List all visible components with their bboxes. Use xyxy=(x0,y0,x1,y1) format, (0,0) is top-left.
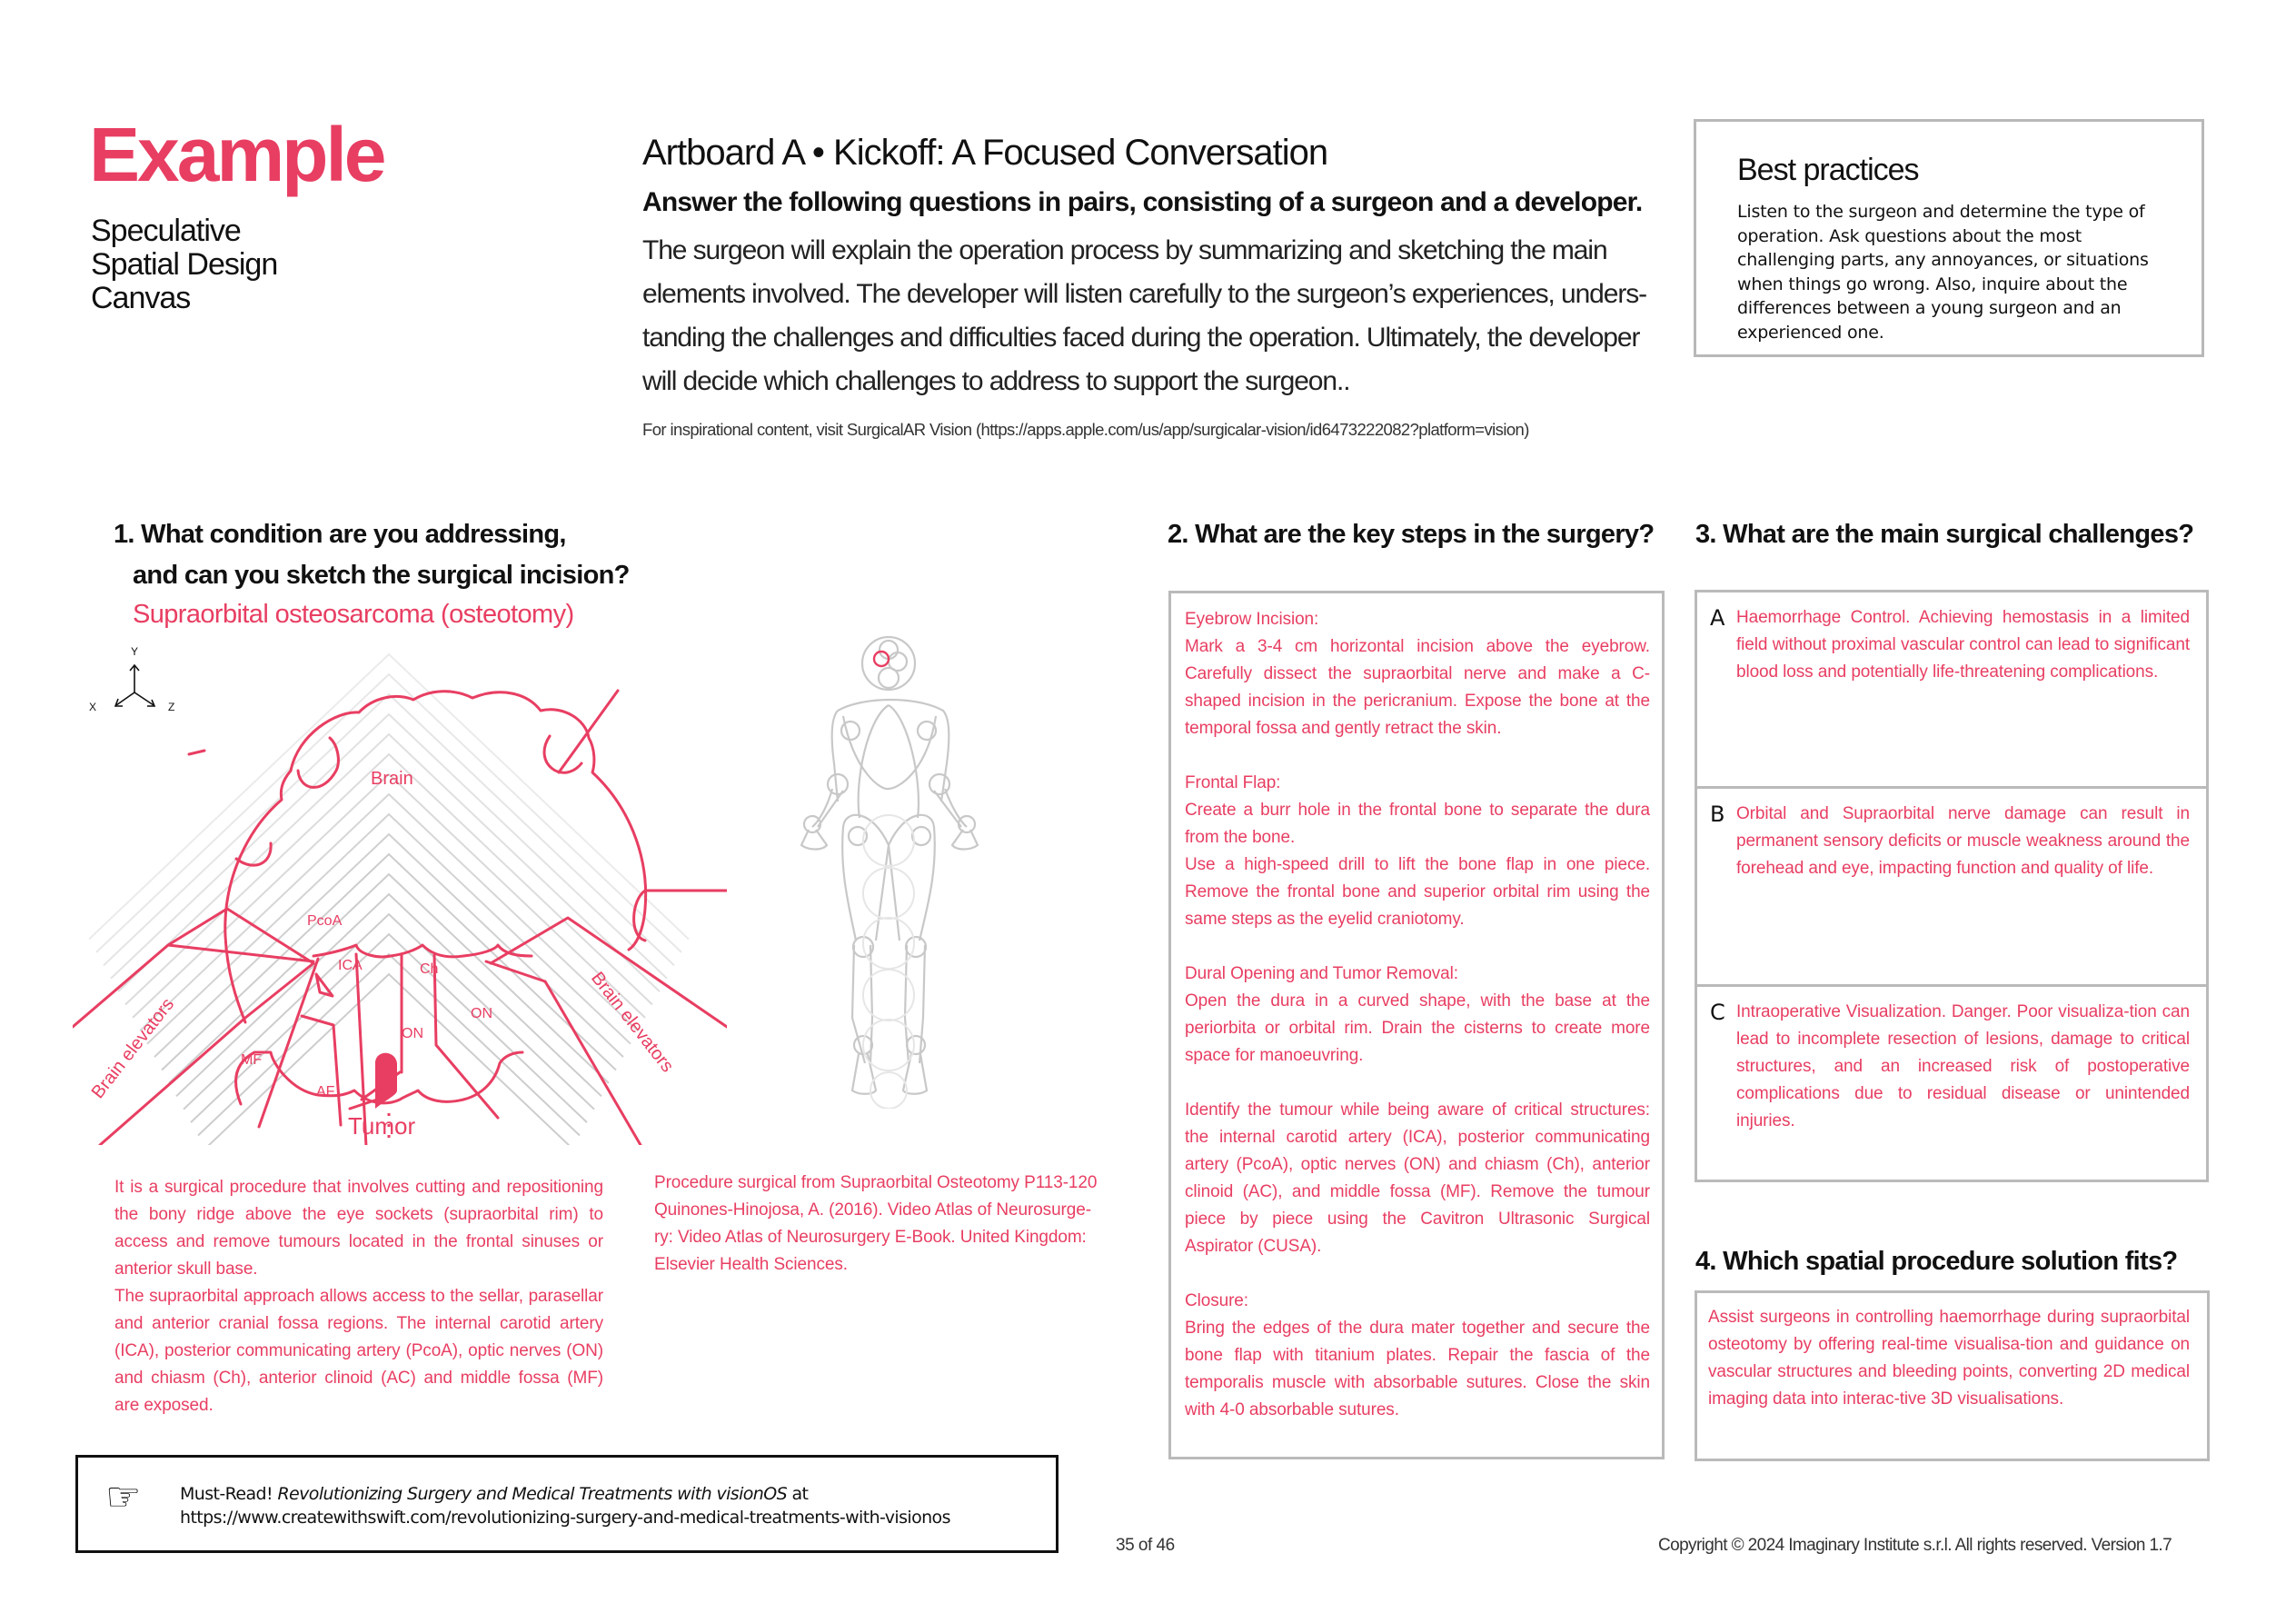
must-read-url[interactable]: https://www.createwithswift.com/revolutionizing-surgery-and-medical-treatments-with-visionos xyxy=(180,1508,950,1528)
surgical-incision-diagram xyxy=(73,636,727,1145)
step-text: Open the dura in a curved shape, with the base at the periorbita or orbital rim. Drain the cisterns to create more space for manoeuvring. xyxy=(1185,991,1650,1065)
label-mf: MF xyxy=(241,1052,263,1068)
copyright-text: Copyright © 2024 Imaginary Institute s.r.l. All rights reserved. Version 1.7 xyxy=(1658,1536,2172,1555)
label-on-left: ON xyxy=(402,1026,423,1041)
challenge-letter: C xyxy=(1710,1000,1725,1025)
pointing-hand-icon: ☞ xyxy=(105,1475,142,1519)
hatch-chevron xyxy=(125,754,652,1005)
must-read-box xyxy=(75,1455,1059,1553)
subtitle-line: Canvas xyxy=(91,281,191,315)
condition-answer: Supraorbital osteosarcoma (osteotomy) xyxy=(133,600,574,629)
page-subtitle xyxy=(91,214,277,315)
challenge-row xyxy=(1697,592,2206,786)
intro-end-mark: . xyxy=(1343,366,1350,396)
label-ica: ICA xyxy=(338,958,363,973)
brain-fold xyxy=(189,751,204,754)
right-brain-elevator xyxy=(486,918,727,1145)
reference-line: ry: Video Atlas of Neurosurgery E-Book. United Kingdom: xyxy=(654,1228,1087,1247)
solution-text: Assist surgeons in controlling haemorrhage during supraorbital osteotomy by offering real-time visualisa-tion and guidance on vascular structures and bleeding points, converting 2D medical imaging data into interac-tive 3D visualisations. xyxy=(1708,1308,2190,1409)
key-steps-text xyxy=(1185,606,1650,1424)
label-pcoa: PcoA xyxy=(307,913,343,929)
step-title: Dural Opening and Tumor Removal: xyxy=(1185,964,1458,983)
hatch-chevron xyxy=(140,794,638,1031)
tumor-marker xyxy=(375,1053,397,1109)
left-brain-elevator xyxy=(73,909,313,1145)
best-practices-title: Best practices xyxy=(1737,153,1919,187)
description-paragraph: It is a surgical procedure that involves cutting and repositioning the bony ridge above the eye sockets (supraorbital rim) to access and remove tumours located in the frontal sinuses or anterior skull base. xyxy=(114,1178,603,1279)
pcoa-structure xyxy=(259,959,341,1127)
best-practices-line: Listen to the surgeon and determine the type of xyxy=(1737,202,2145,222)
step-title: Closure: xyxy=(1185,1291,1248,1310)
challenge-text: Orbital and Supraorbital nerve damage can result in permanent sensory deficits or muscle weakness around the forehead and eye, impacting function and quality of life. xyxy=(1736,804,2190,878)
intro-paragraph xyxy=(642,229,1660,403)
label-brain-elevators-left: Brain elevators xyxy=(87,994,179,1103)
best-practices-line: when things go wrong. Also, inquire about the xyxy=(1737,274,2128,294)
key-steps-box xyxy=(1168,591,1665,1459)
procedure-reference xyxy=(654,1170,1136,1279)
step-title: Frontal Flap: xyxy=(1185,773,1281,792)
question-3-heading: 3. What are the main surgical challenges? xyxy=(1695,520,2194,549)
challenge-text: Haemorrhage Control. Achieving hemostasis in a limited field without proximal vascular control can lead to significant blood loss and potentially life-threatening complications. xyxy=(1736,608,2190,682)
reference-line: Elsevier Health Sciences. xyxy=(654,1255,848,1274)
body-figure xyxy=(781,636,999,1109)
best-practices-line: challenging parts, any annoyances, or situations xyxy=(1737,250,2149,271)
label-ch: Ch xyxy=(420,961,439,977)
intro-line: elements involved. The developer will listen carefully to the surgeon’s experiences, unders- xyxy=(642,279,1647,309)
page-number: 35 of 46 xyxy=(1116,1536,1175,1555)
best-practices-line: differences between a young surgeon and an xyxy=(1737,298,2122,319)
step-text: Bring the edges of the dura mater together and secure the bone flap with titanium plates. Repair the fascia of the temporalis muscle with absorbable sutures. Close the skin with 4-0 absorbable sutures. xyxy=(1185,1319,1650,1419)
reference-line: Quinones-Hinojosa, A. (2016). Video Atlas of Neurosurge- xyxy=(654,1200,1091,1220)
hatch-chevron xyxy=(133,774,645,1018)
step-text: Mark a 3-4 cm horizontal incision above the eyebrow. Carefully dissect the supraorbital nerve and make a C-shaped incision in the pericranium. Expose the bone at the temporal fossa and gently retract the skin. xyxy=(1185,637,1650,738)
step-title: Eyebrow Incision: xyxy=(1185,610,1319,629)
intro-line: The surgeon will explain the operation process by summarizing and sketching the main xyxy=(642,235,1607,265)
instruction-text: Answer the following questions in pairs, consisting of a surgeon and a developer. xyxy=(642,187,1643,217)
challenge-letter: A xyxy=(1710,605,1725,631)
must-read-label: Must-Read! xyxy=(180,1484,273,1504)
challenge-row xyxy=(1697,984,2206,1180)
intro-line: tanding the challenges and difficulties faced during the operation. Ultimately, the developer xyxy=(642,323,1640,353)
axis-label-z: Z xyxy=(168,701,175,713)
label-tumor: Tumor xyxy=(348,1112,416,1140)
solution-box xyxy=(1695,1290,2210,1461)
axis-label-y: Y xyxy=(131,645,139,658)
artboard-title: Artboard A • Kickoff: A Focused Conversation xyxy=(642,133,1328,173)
intro-line xyxy=(642,360,1660,403)
challenges-box xyxy=(1695,590,2209,1182)
retractor-line xyxy=(559,691,618,772)
must-read-text xyxy=(180,1482,950,1529)
must-read-connector: at xyxy=(791,1484,809,1504)
label-brain-elevators-right: Brain elevators xyxy=(587,968,678,1077)
axis-label-x: X xyxy=(89,701,97,713)
hatch-chevron xyxy=(147,814,631,1044)
challenge-row xyxy=(1697,786,2206,984)
step-text: Create a burr hole in the frontal bone to separate the dura from the bone. xyxy=(1185,801,1650,847)
intro-line-text: will decide which challenges to address to support the surgeon. xyxy=(642,366,1344,396)
inspiration-link[interactable]: For inspirational content, visit SurgicalAR Vision (https://apps.apple.com/us/app/surgicalar-vision/id6473222082?platform=vision) xyxy=(642,420,1529,439)
pcoa-marker xyxy=(316,974,333,996)
must-read-article-title: Revolutionizing Surgery and Medical Treatments with visionOS xyxy=(277,1484,788,1504)
step-text: Use a high-speed drill to lift the bone flap in one piece. Remove the frontal bone and superior orbital rim using the same steps as the eyelid craniotomy. xyxy=(1185,855,1650,929)
description-paragraph: The supraorbital approach allows access to the sellar, parasellar and anterior cranial fossa regions. The internal carotid artery (ICA), posterior communicating artery (PcoA), optic nerves (ON) and chiasm (Ch), anterior clinoid (AC) and middle fossa (MF) are exposed. xyxy=(114,1287,603,1415)
label-brain: Brain xyxy=(371,769,413,789)
axes-icon xyxy=(115,665,154,706)
label-af: AF xyxy=(316,1084,335,1100)
best-practices-line: experienced one. xyxy=(1737,322,1884,343)
reference-line: Procedure surgical from Supraorbital Osteotomy P113-120 xyxy=(654,1173,1098,1192)
best-practices-text xyxy=(1737,200,2192,345)
subtitle-line: Speculative xyxy=(91,214,241,248)
challenge-text: Intraoperative Visualization. Danger. Poor visualiza-tion can lead to incomplete resection of lesions, damage to critical structures, and an increased risk of postoperative complications due to residual disease or unintended injuries. xyxy=(1736,1002,2190,1130)
question-1-heading: 1. What condition are you addressing, xyxy=(114,520,566,549)
subtitle-line: Spatial Design xyxy=(91,247,278,282)
question-4-heading: 4. Which spatial procedure solution fits? xyxy=(1695,1247,2178,1276)
challenge-letter: B xyxy=(1710,802,1725,827)
page-title: Example xyxy=(89,112,384,197)
step-text: Identify the tumour while being aware of critical structures: the internal carotid artery (ICA), posterior communicating artery (PcoA), optic nerves (ON) and chiasm (Ch), anterior clinoid (AC), and middle fossa (MF). Remove the tumour piece by piece using the Cavitron Ultrasonic Surgical Aspirator (CUSA). xyxy=(1185,1100,1650,1256)
question-1-heading-line2: and can you sketch the surgical incision? xyxy=(133,561,630,590)
label-on-right: ON xyxy=(471,1006,492,1021)
hatch-chevron xyxy=(169,874,609,1083)
procedure-description xyxy=(114,1174,603,1419)
best-practices-line: operation. Ask questions about the most xyxy=(1737,225,2082,246)
best-practices-box xyxy=(1694,119,2204,357)
question-2-heading: 2. What are the key steps in the surgery? xyxy=(1168,520,1655,549)
